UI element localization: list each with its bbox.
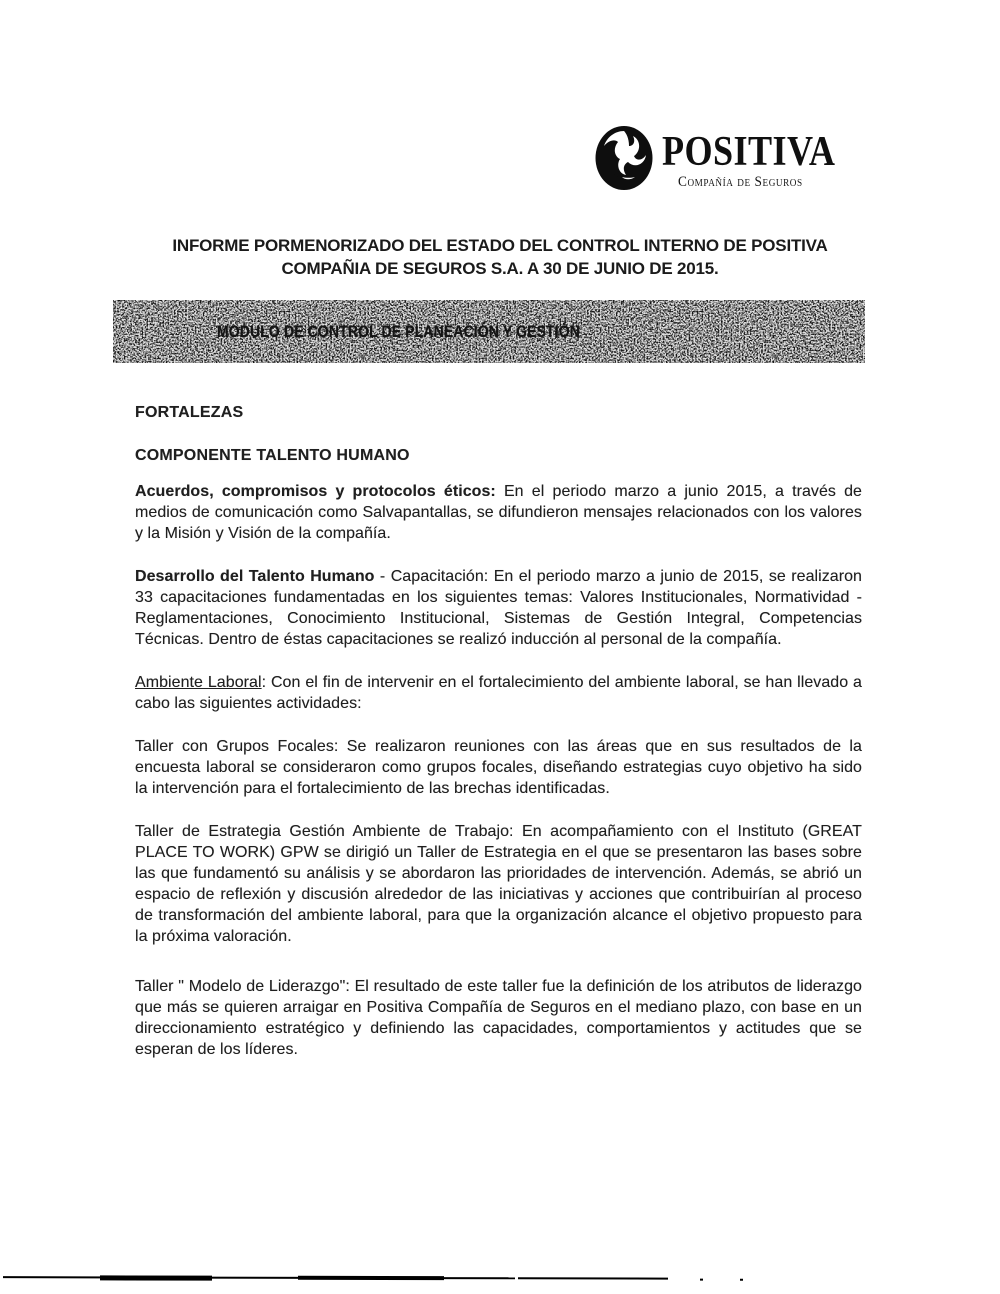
positiva-swirl-icon [595, 125, 653, 191]
paragraph-body-text: En el periodo marzo a junio 2015, a través de medios de comunicación como Salvapantallas, se difundieron mensajes relacionados con los valores y la Misión y Visión de la compañía. [135, 483, 862, 542]
scan-line-dot [740, 1279, 743, 1281]
paragraph-body-text: - Capacitación: En el periodo marzo a junio de 2015, se realizaron 33 capacitaciones fundamentadas en los siguientes temas: Valores Institucionales, Normatividad - Reglamentaciones, Conocimiento Institucional, Sistemas de Gestión Integral, Competencias Técnicas. Dentro de éstas capacitaciones se realizó inducción al personal de la compañía. [135, 568, 863, 648]
paragraph-taller-modelo-liderazgo: Taller " Modelo de Liderazgo": El resultado de este taller fue la definición de los atributos de liderazgo que más se quieren arraigar en Positiva Compañía de Seguros en el mediano plazo, con base en un direccionamiento estratégico y definiendo las capacidades, comportamientos y actitudes que se esperan de los líderes. [135, 978, 862, 1058]
document-body [135, 402, 862, 1082]
heading-componente-talento-humano: COMPONENTE TALENTO HUMANO [135, 447, 410, 464]
paragraph-lead-bold: Acuerdos, compromisos y protocolos éticos: [135, 483, 496, 500]
logo-text-block [662, 125, 864, 191]
paragraph-body-text: : Con el fin de intervenir en el fortalecimiento del ambiente laboral, se han llevado a cabo las siguientes actividades: [135, 674, 863, 712]
heading-fortalezas: FORTALEZAS [135, 404, 244, 421]
document-title-line2: COMPAÑIA DE SEGUROS S.A. A 30 DE JUNIO DE 2015. [281, 259, 719, 278]
scan-line-segment [518, 1277, 668, 1279]
scan-line-segment [433, 1277, 515, 1279]
paragraph-ambiente-laboral [135, 672, 862, 714]
paragraph-taller-estrategia-gestion: Taller de Estrategia Gestión Ambiente de Trabajo: En acompañamiento con el Instituto (GREAT PLACE TO WORK) GPW se dirigió un Taller de Estrategia en el que se presentaron las bases sobre las que fundamentó su análisis y se abordaron las prioridades de intervención. Además, se abrió un espacio de reflexión y discusión alrededor de las iniciativas y acciones que contribuirían al proceso de transformación del ambiente laboral, para que la organización alcance el objetivo propuesto para la próxima valoración. [135, 823, 862, 945]
paragraph-lead-bold: Desarrollo del Talento Humano [135, 568, 375, 585]
module-banner [113, 300, 865, 363]
paragraph-taller-grupos-focales: Taller con Grupos Focales: Se realizaron reuniones con las áreas que en sus resultados de la encuesta laboral se consideraron como grupos focales, diseñando estrategias cuyo objetivo ha sido la intervención para el fortalecimiento de las brechas identificadas. [135, 738, 862, 797]
scan-line-segment [100, 1275, 212, 1280]
paragraph-lead-underlined: Ambiente Laboral [135, 674, 262, 691]
scan-line-dot [700, 1279, 703, 1281]
logo-wordmark: POSITIVA [662, 129, 836, 175]
paragraph-acuerdos-protocolos-eticos [135, 481, 862, 544]
paragraph-desarrollo-talento-humano [135, 566, 862, 650]
scan-artifact-line [0, 1273, 790, 1285]
document-title-line1: INFORME PORMENORIZADO DEL ESTADO DEL CONTROL INTERNO DE POSITIVA [172, 236, 828, 255]
logo-subtitle: Compañía de Seguros [678, 174, 803, 190]
module-banner-label: MODULO DE CONTROL DE PLANEACIÓN Y GESTIÓN [217, 321, 581, 341]
document-title [0, 234, 1000, 280]
scan-line-segment [298, 1276, 444, 1280]
positiva-logo [595, 125, 864, 191]
